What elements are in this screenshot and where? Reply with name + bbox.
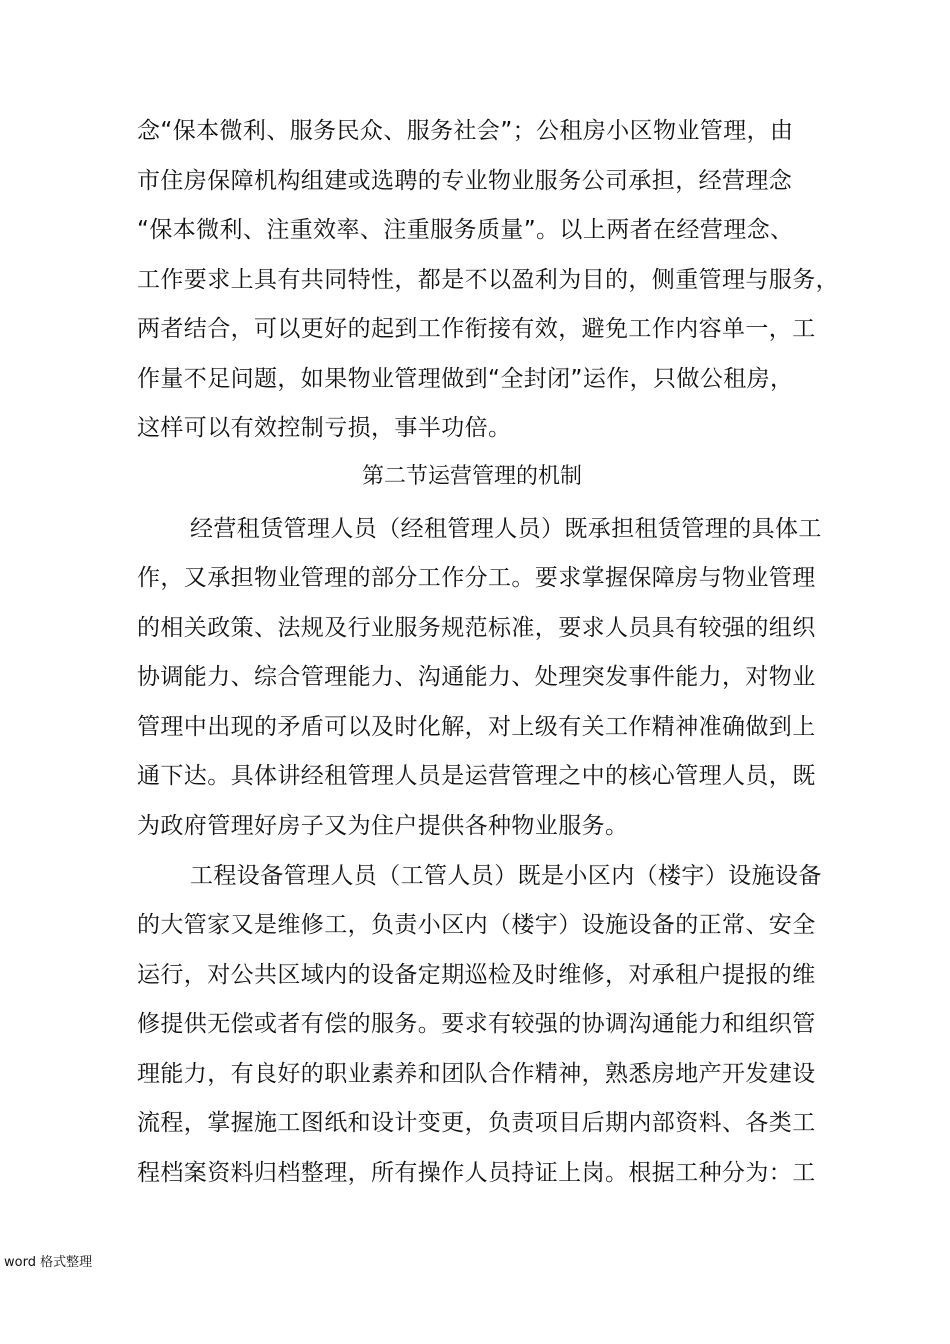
paragraph-2-line-6: 通下达。具体讲经租管理人员是运营管理之中的核心管理人员，既 (137, 763, 816, 789)
paragraph-3-line-7: 程档案资料归档整理，所有操作人员持证上岗。根据工种分为：工 (137, 1160, 816, 1186)
paragraph-2-line-1: 经营租赁管理人员（经租管理人员）既承担租赁管理的具体工 (190, 516, 822, 542)
paragraph-3-line-3: 运行，对公共区域内的设备定期巡检及时维修，对承租户提报的维 (137, 962, 816, 988)
paragraph-3-line-5: 理能力，有良好的职业素养和团队合作精神，熟悉房地产开发建设 (137, 1061, 816, 1087)
paragraph-1-line-4: 工作要求上具有共同特性，都是不以盈利为目的，侧重管理与服务， (137, 267, 839, 293)
paragraph-2-line-3: 的相关政策、法规及行业服务规范标准，要求人员具有较强的组织 (137, 615, 816, 641)
paragraph-3-line-1: 工程设备管理人员（工管人员）既是小区内（楼宇）设施设备 (190, 863, 822, 889)
paragraph-1-line-3: “保本微利、注重效率、注重服务质量”。以上两者在经营理念、 (137, 217, 794, 243)
paragraph-1-line-7: 这样可以有效控制亏损，事半功倍。 (137, 415, 512, 441)
section-heading: 第二节运营管理的机制 (362, 464, 583, 489)
paragraph-3-line-6: 流程，掌握施工图纸和设计变更，负责项目后期内部资料、各类工 (137, 1110, 816, 1136)
paragraph-2-line-5: 管理中出现的矛盾可以及时化解，对上级有关工作精神准确做到上 (137, 714, 816, 740)
paragraph-2-line-7: 为政府管理好房子又为住户提供各种物业服务。 (137, 813, 629, 839)
paragraph-1-line-2: 市住房保障机构组建或选聘的专业物业服务公司承担，经营理念 (137, 168, 793, 194)
paragraph-2-line-2: 作，又承担物业管理的部分工作分工。要求掌握保障房与物业管理 (137, 565, 816, 591)
page-footer: word 格式整理 (4, 1255, 93, 1270)
paragraph-1-line-5: 两者结合，可以更好的起到工作衔接有效，避免工作内容单一，工 (137, 316, 816, 342)
paragraph-1-line-6: 作量不足问题，如果物业管理做到“全封闭”运作，只做公租房， (137, 366, 794, 392)
paragraph-1-line-1: 念“保本微利、服务民众、服务社会”；公租房小区物业管理，由 (137, 118, 794, 144)
paragraph-3-line-4: 修提供无偿或者有偿的服务。要求有较强的协调沟通能力和组织管 (137, 1011, 816, 1037)
paragraph-2-line-4: 协调能力、综合管理能力、沟通能力、处理突发事件能力，对物业 (137, 664, 816, 690)
paragraph-3-line-2: 的大管家又是维修工，负责小区内（楼宇）设施设备的正常、安全 (137, 912, 816, 938)
